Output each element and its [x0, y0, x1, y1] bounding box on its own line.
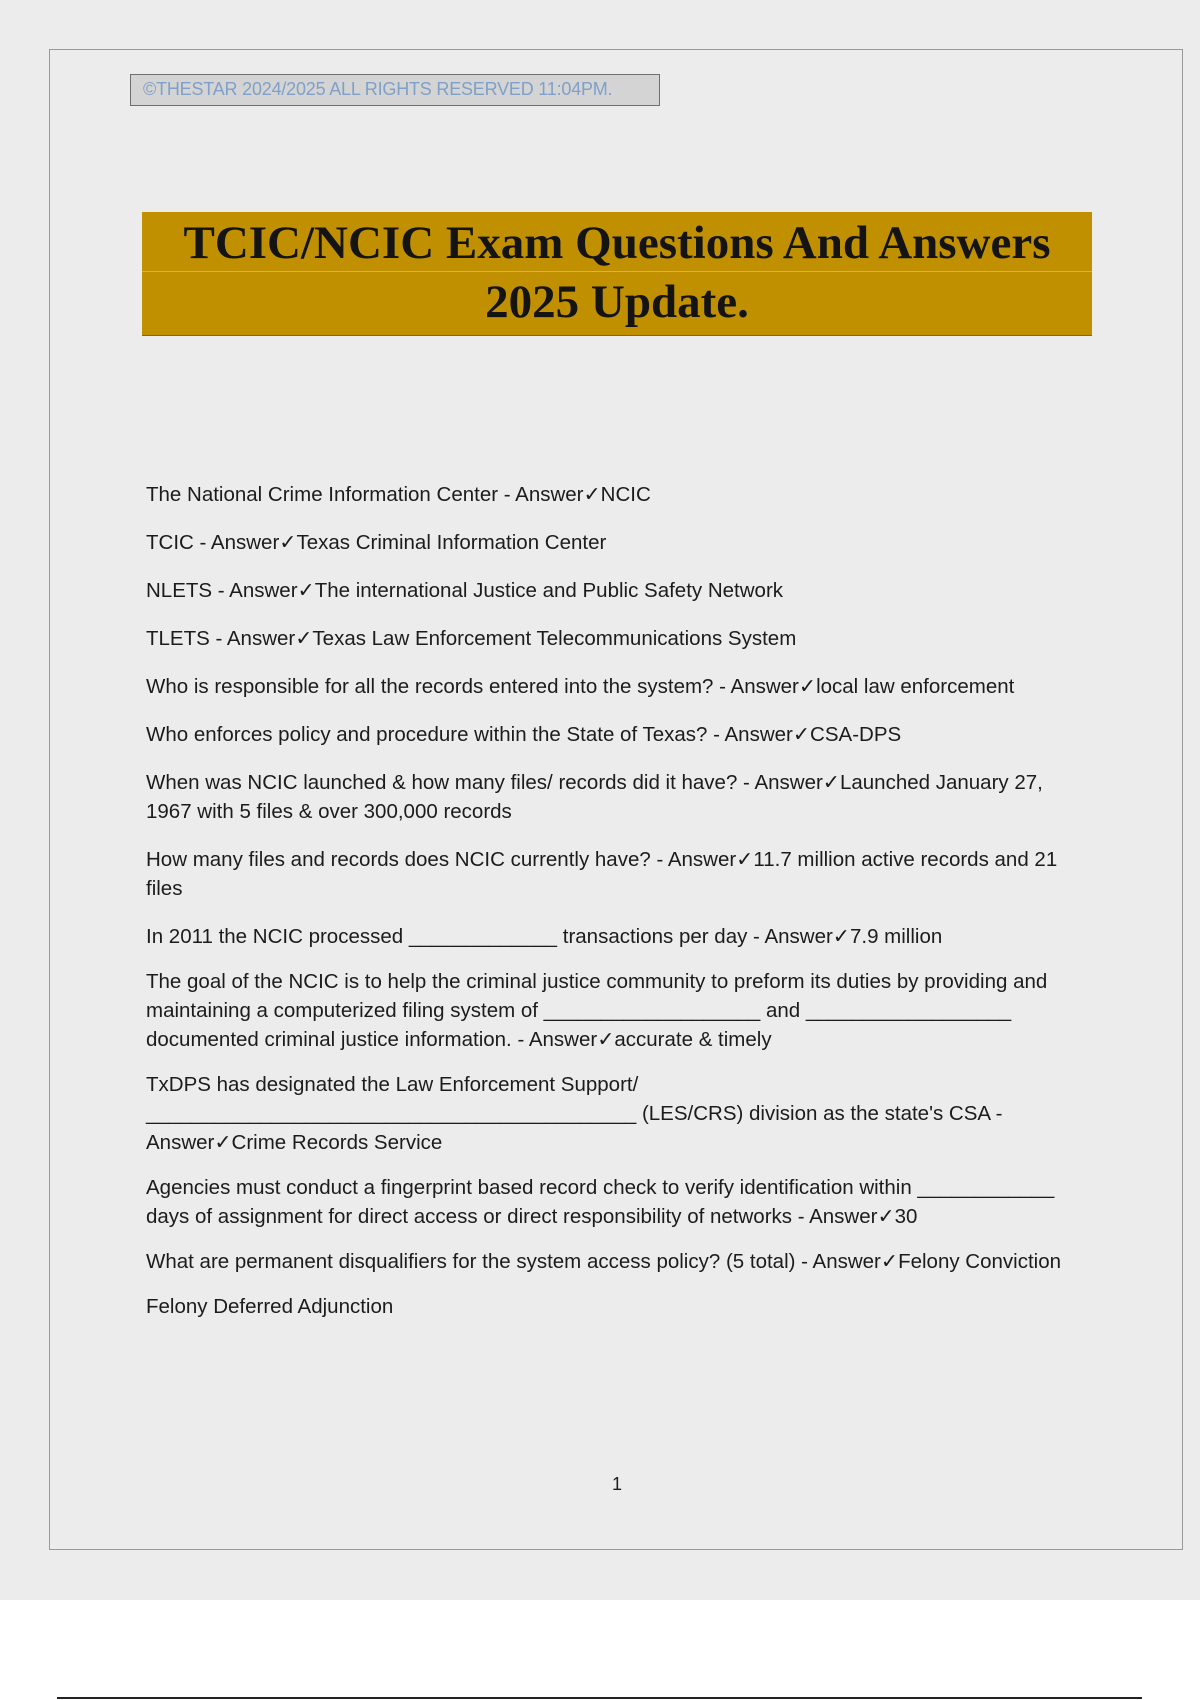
qa-item: TxDPS has designated the Law Enforcement Support/ ___________________________________________ (LES/CRS) division as the state's CSA - Answer✓Crime Records Service	[146, 1073, 1003, 1154]
title-banner-divider	[142, 271, 1092, 272]
document-title-line-1: TCIC/NCIC Exam Questions And Answers	[183, 217, 1051, 269]
qa-item: Who is responsible for all the records entered into the system? - Answer✓local law enforcement	[146, 675, 1015, 698]
copyright-watermark: ©THESTAR 2024/2025 ALL RIGHTS RESERVED 11:04PM.	[130, 74, 660, 106]
qa-item: NLETS - Answer✓The international Justice and Public Safety Network	[146, 579, 784, 602]
qa-item: Agencies must conduct a fingerprint based record check to verify identification within ____________ days of assignment for direct access or direct responsibility of networks - Answer✓30	[146, 1176, 1055, 1228]
qa-item: The goal of the NCIC is to help the criminal justice community to preform its duties by providing and maintaining a computerized filing system of ___________________ and __________________ documented criminal justice information. - Answer✓accurate & timely	[146, 970, 1048, 1051]
qa-item: When was NCIC launched & how many files/ records did it have? - Answer✓Launched January 27, 1967 with 5 files & over 300,000 records	[146, 771, 1043, 823]
document-title-line-2: 2025 Update.	[485, 276, 749, 328]
qa-item: The National Crime Information Center - Answer✓NCIC	[146, 483, 651, 506]
next-page-top-rule	[57, 1697, 1142, 1699]
qa-item: In 2011 the NCIC processed _____________ transactions per day - Answer✓7.9 million	[146, 925, 943, 948]
qa-item: Who enforces policy and procedure within the State of Texas? - Answer✓CSA-DPS	[146, 723, 902, 746]
question-answer-list	[146, 480, 1092, 1340]
qa-item: TCIC - Answer✓Texas Criminal Information Center	[146, 531, 607, 554]
qa-item: How many files and records does NCIC currently have? - Answer✓11.7 million active records and 21 files	[146, 848, 1058, 900]
qa-item: What are permanent disqualifiers for the system access policy? (5 total) - Answer✓Felony Conviction	[146, 1250, 1062, 1273]
qa-item: TLETS - Answer✓Texas Law Enforcement Telecommunications System	[146, 627, 797, 650]
page-number: 1	[611, 1474, 622, 1494]
qa-item: Felony Deferred Adjunction	[146, 1295, 394, 1318]
title-banner	[142, 212, 1092, 335]
